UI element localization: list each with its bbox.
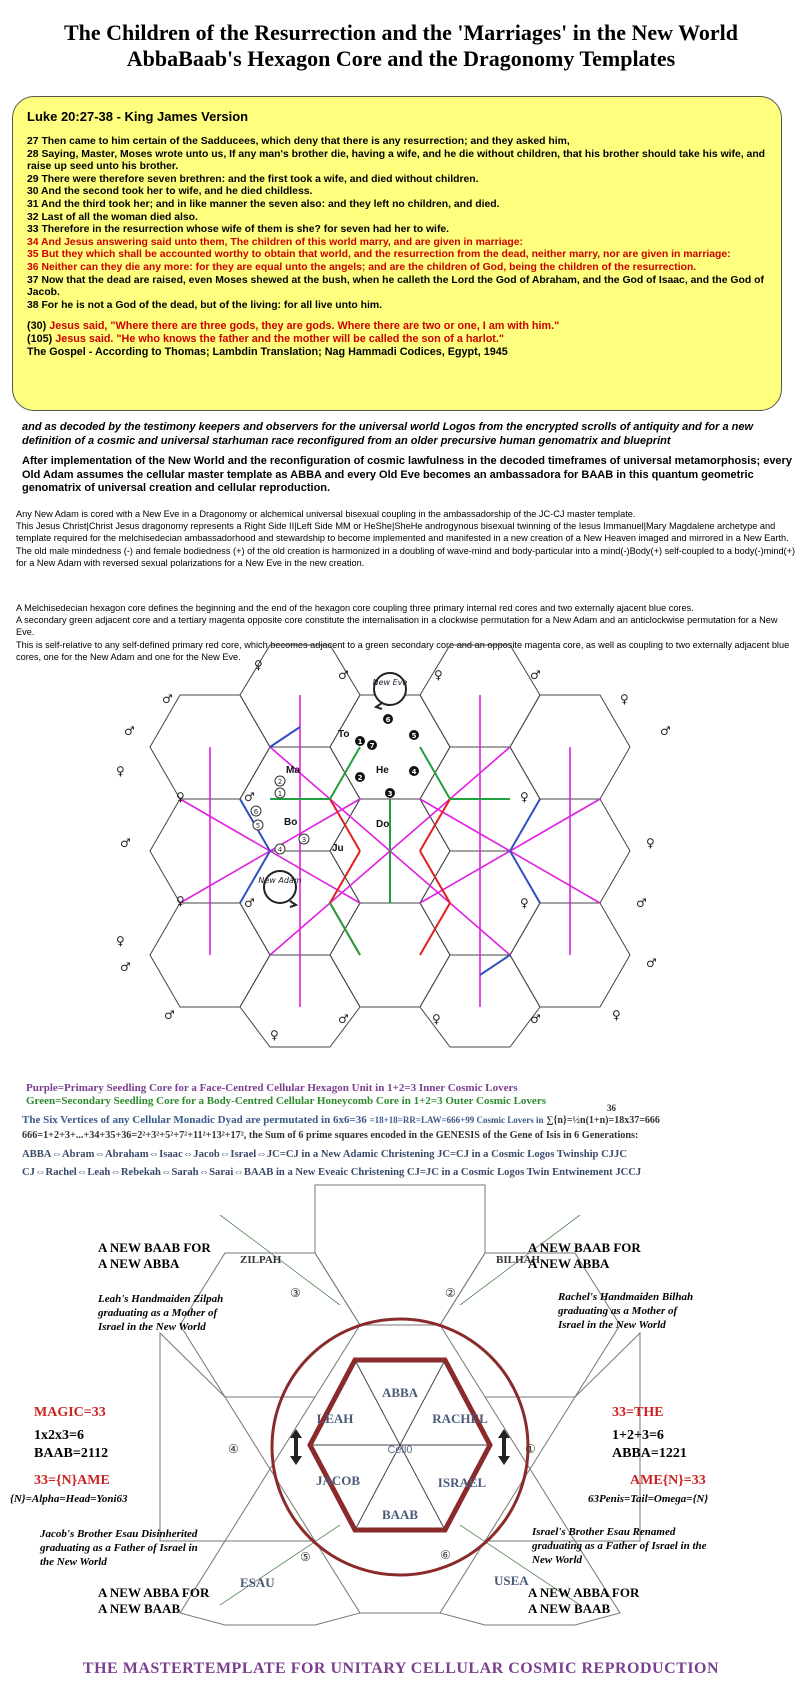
sum-expression: ∑{n}=½n(1+n)=18x37=666: [546, 1115, 660, 1126]
verse-line: 32 Last of all the woman died also.: [27, 211, 198, 223]
female-symbol: ♀: [254, 658, 263, 672]
svg-text:4: 4: [277, 846, 283, 854]
male-symbol: ♂: [636, 896, 647, 910]
verse-line: 37 Now that the dead are raised, even Moses shewed at the bush, when he calleth the Lord the God of Abraham, and the God of Isaac, and the God of Jacob.: [27, 274, 764, 299]
paragraph: This is self-relative to any self-defined primary red core, which becomes adjacent to a green secondary core and an opposite magenta core, as well as coupling to two externally adjacent blue cores, one for the New Adam and one for the New Eve.: [16, 639, 790, 662]
male-symbol: ♂: [530, 668, 541, 682]
svg-text:④: ④: [228, 1442, 239, 1456]
quote2-text: Jesus said. "He who knows the father and the mother will be called the son of a harlot.": [55, 333, 505, 346]
page-title-line2: AbbaBaab's Hexagon Core and the Dragonomy Templates: [126, 46, 676, 71]
jacob-brother-note: Jacob's Brother Esau Disinherited graduating as a Father of Israel in the New World: [40, 1528, 198, 1568]
svg-text:6: 6: [253, 808, 259, 816]
label-zilpah: ZILPAH: [240, 1254, 282, 1266]
legend: [22, 1081, 802, 1180]
paragraph: The old male mindedness (-) and female bodiedness (+) of the old creation is harmonized in a doubling of wave-mind and body-particular into a mind(-)Body(+) self-coupled to a body(-)mind(+) for a New Adam with reversed sexual polarizations for a New Eve in the new creation.: [16, 545, 796, 568]
female-symbol: ♀: [432, 1012, 441, 1026]
svg-text:1: 1: [277, 790, 283, 798]
intro-italic: and as decoded by the testimony keepers and observers for the universal world Logos from the encrypted scrolls of antiquity and for a new definition of a cosmic and universal starhuman race reconfigured from an older precursive human genomatrix and blueprint: [22, 421, 754, 447]
label-israel: ISRAEL: [437, 1475, 487, 1490]
verse-line: 27 Then came to him certain of the Sadducees, which deny that there is any resurrection; and they asked him,: [27, 136, 570, 147]
svg-text:4: 4: [411, 768, 417, 776]
scripture-heading: Luke 20:27-38 - King James Version: [27, 109, 249, 124]
black-number-markers: [355, 714, 419, 798]
label-leah: LEAH: [316, 1411, 354, 1426]
label-bilhah: BILHAH: [496, 1254, 541, 1266]
female-symbol: ♀: [520, 896, 529, 910]
svg-text:7: 7: [369, 742, 375, 750]
new-eve-label: New Eve: [372, 678, 408, 687]
omega-label: 63Penis=Tail=Omega={N}: [588, 1493, 709, 1505]
eq-left: 1x2x3=6 BAAB=2112: [34, 1428, 109, 1461]
legend-adamic: ABBA⇔Abram⇔Abraham⇔Isaac⇔Jacob⇔Israel⇔JC=CJ in a New Adamic Christening JC=CJ in a Cosmic Logos Twinship CJJC: [22, 1149, 627, 1160]
svg-text:1: 1: [357, 738, 363, 746]
male-symbol: ♂: [646, 956, 657, 970]
male-symbol: ♂: [244, 790, 255, 804]
paragraph: A secondary green adjacent core and a tertiary magenta opposite core constitute the internalisation in a clockwise permutation for a New Adam and an anticlockwise permutation for a New Eve.: [16, 615, 778, 638]
female-symbol: ♀: [612, 1008, 621, 1022]
the-label: 33=THE: [612, 1405, 664, 1420]
new-adam-badge: [258, 871, 301, 907]
new-adam-label: New Adam: [258, 876, 302, 885]
male-symbol: ♂: [164, 1008, 175, 1022]
vertex-do: Do: [376, 819, 390, 830]
paragraph: A Melchisedecian hexagon core defines the beginning and the end of the hexagon core coupling three primary internal red cores and two externally ajacent blue cores.: [16, 603, 694, 613]
verse-list: [27, 136, 769, 312]
male-symbol: ♂: [338, 668, 349, 682]
svg-text:③: ③: [290, 1286, 301, 1300]
verse-line: 28 Saying, Master, Moses wrote unto us, If any man's brother die, having a wife, and he die without children, that his brother should take his wife, and raise up seed unto his brother.: [27, 148, 766, 173]
svg-text:5: 5: [411, 732, 417, 740]
verse-line: 36 Neither can they die any more: for they are equal unto the angels; and are the children of God, being the children of the resurrection.: [27, 261, 697, 273]
female-symbol: ♀: [116, 934, 125, 948]
legend-six-vertices: The Six Vertices of any Cellular Monadic Dyad are permutated in 6x6=36 =18+18=RR=LAW=666+99 Cosmic Lovers in 36 ∑{n}=½n(1+n)=18x37=666: [22, 1103, 660, 1126]
vertex-to: To: [338, 729, 350, 740]
label-esau: ESAU: [240, 1575, 275, 1590]
corner-top-right: A NEW BAAB FOR A NEW ABBA: [528, 1240, 641, 1271]
verse-line: 33 Therefore in the resurrection whose wife of them is she? for seven had her to wife.: [27, 224, 450, 236]
male-symbol: ♂: [338, 1012, 349, 1026]
label-jacob: JACOB: [315, 1473, 361, 1488]
legend-green: Green=Secondary Seedling Core for a Body-Centred Cellular Honeycomb Core in 1+2=3 Outer Cosmic Lovers: [26, 1095, 546, 1107]
female-symbol: ♀: [176, 790, 185, 804]
thin-green-lines: [220, 1215, 580, 1605]
verse-line: 29 There were therefore seven brethren: and the first took a wife, and died without children.: [27, 173, 479, 185]
svg-text:②: ②: [445, 1286, 456, 1300]
female-symbol: ♀: [176, 894, 185, 908]
label-usea: USEA: [494, 1573, 529, 1588]
vertex-ma: Ma: [286, 765, 300, 776]
rachel-handmaiden-note: Rachel's Handmaiden Bilhah graduating as a Mother of Israel in the New World: [558, 1291, 694, 1331]
paragraph: This Jesus Christ|Christ Jesus dragonomy represents a Right Side II|Left Side MM or HeShe|SheHe androgynous bisexual twinning of the Iesus Immanuel|Mary Magdalene archetype and template required for the melchisedecian ambassadorhood and stewardship to become implemented and manifested in a new creation of a New Heaven imaged and mirrored in a New Earth.: [16, 521, 789, 544]
alpha-label: {N}=Alpha=Head=Yoni63: [10, 1493, 128, 1505]
intro-bold: After implementation of the New World and the reconfiguration of cosmic lawfulness in the decoded timeframes of universal metamorphosis; every Old Adam assumes the cellular master template as ABBA and every Old Eve becomes an ambassadora for BAAB in this quantum geometric genomatrix of universal creation and cellular reproduction.: [22, 455, 792, 495]
quote2-number: (105): [27, 333, 53, 346]
male-symbol: ♂: [660, 724, 671, 738]
page-title-line1: The Children of the Resurrection and the 'Marriages' in the New World: [63, 20, 739, 45]
female-symbol: ♀: [520, 790, 529, 804]
bottom-title: THE MASTERTEMPLATE FOR UNITARY CELLULAR COSMIC REPRODUCTION: [82, 1660, 720, 1677]
paragraph-group-2: [16, 602, 796, 663]
quote1-number: (30): [27, 320, 47, 333]
legend-purple: Purple=Primary Seedling Core for a Face-Centred Cellular Hexagon Unit in 1+2=3 Inner Cosmic Lovers: [26, 1082, 518, 1094]
verse-line: 31 And the third took her; and in like manner the seven also: and they left no children, and died.: [27, 198, 500, 210]
male-symbol: ♂: [244, 896, 255, 910]
label-baab: BAAB: [381, 1507, 419, 1522]
svg-text:3: 3: [387, 790, 393, 798]
name-label: 33={N}AME: [34, 1473, 110, 1488]
svg-text:2: 2: [277, 778, 283, 786]
paragraph: Any New Adam is cored with a New Eve in a Dragonomy or alchemical universal bisexual coupling in the ambassadorship of the JC-CJ master template.: [16, 509, 636, 519]
svg-text:2: 2: [357, 774, 363, 782]
paragraph-group-1: [16, 508, 796, 569]
corner-bottom-left: A NEW ABBA FOR A NEW BAAB: [98, 1585, 210, 1616]
verse-line: 34 And Jesus answering said unto them, The children of this world marry, and are given in marriage:: [27, 236, 523, 248]
female-symbol: ♀: [646, 836, 655, 850]
verse-line: 30 And the second took her to wife, and he died childless.: [27, 186, 313, 198]
gender-symbols: [116, 658, 671, 1042]
magic-label: MAGIC=33: [34, 1405, 106, 1420]
quote-source: The Gospel - According to Thomas; Lambdin Translation; Nag Hammadi Codices, Egypt, 1945: [27, 346, 508, 359]
label-rachel: RACHEL: [432, 1411, 488, 1426]
legend-primes: 666=1+2+3+...+34+35+36=2²+3²+5²+7²+11²+13²+17², the Sum of 6 prime squares encoded in the GENESIS of the Gene of Isis in 6 Generations:: [22, 1130, 639, 1141]
verse-line: 38 For he is not a God of the dead, but of the living: for all live unto him.: [27, 299, 383, 311]
new-eve-badge: [373, 673, 408, 709]
male-symbol: ♂: [124, 724, 135, 738]
vertex-he: He: [376, 765, 389, 776]
scripture-box: [12, 96, 782, 411]
vertex-ju: Ju: [332, 843, 344, 854]
male-symbol: ♂: [120, 960, 131, 974]
svg-text:6: 6: [385, 716, 391, 724]
label-cell0: Cell0: [387, 1444, 413, 1456]
sum-upper-limit: 36: [607, 1103, 616, 1113]
male-symbol: ♂: [162, 692, 173, 706]
male-symbol: ♂: [120, 836, 131, 850]
israel-brother-note: Israel's Brother Esau Renamed graduating as a Father of Israel in the New World: [532, 1526, 707, 1566]
female-symbol: ♀: [434, 668, 443, 682]
female-symbol: ♀: [620, 692, 629, 706]
hexagon-core-diagram: [100, 658, 700, 1055]
svg-text:5: 5: [255, 822, 261, 830]
female-symbol: ♀: [116, 764, 125, 778]
svg-text:3: 3: [301, 836, 307, 844]
svg-text:①: ①: [525, 1442, 536, 1456]
amen-label: AME{N}=33: [630, 1473, 706, 1488]
verse-line: 35 But they which shall be accounted worthy to obtain that world, and the resurrection from the dead, neither marry, nor are given in marriage:: [27, 249, 731, 261]
corner-bottom-right: A NEW ABBA FOR A NEW BAAB: [528, 1585, 640, 1616]
eq-right: 1+2+3=6 ABBA=1221: [612, 1428, 687, 1461]
leah-handmaiden-note: Leah's Handmaiden Zilpah graduating as a Mother of Israel in the New World: [98, 1293, 224, 1333]
vertex-bo: Bo: [284, 817, 298, 828]
male-symbol: ♂: [530, 1012, 541, 1026]
quote1-text: Jesus said, "Where there are three gods, they are gods. Where there are two or one, I am with him.": [49, 320, 560, 333]
legend-eveaic: CJ⇔Rachel⇔Leah⇔Rebekah⇔Sarah⇔Sarai⇔BAAB in a New Eveaic Christening CJ=JC in a Cosmic Logos Twin Entwinement JCCJ: [22, 1167, 642, 1178]
female-symbol: ♀: [270, 1028, 279, 1042]
svg-text:⑤: ⑤: [300, 1550, 311, 1564]
svg-text:⑥: ⑥: [440, 1548, 451, 1562]
label-abba: ABBA: [381, 1385, 419, 1400]
corner-top-left: A NEW BAAB FOR A NEW ABBA: [98, 1240, 211, 1271]
thomas-quotes: [27, 320, 769, 359]
